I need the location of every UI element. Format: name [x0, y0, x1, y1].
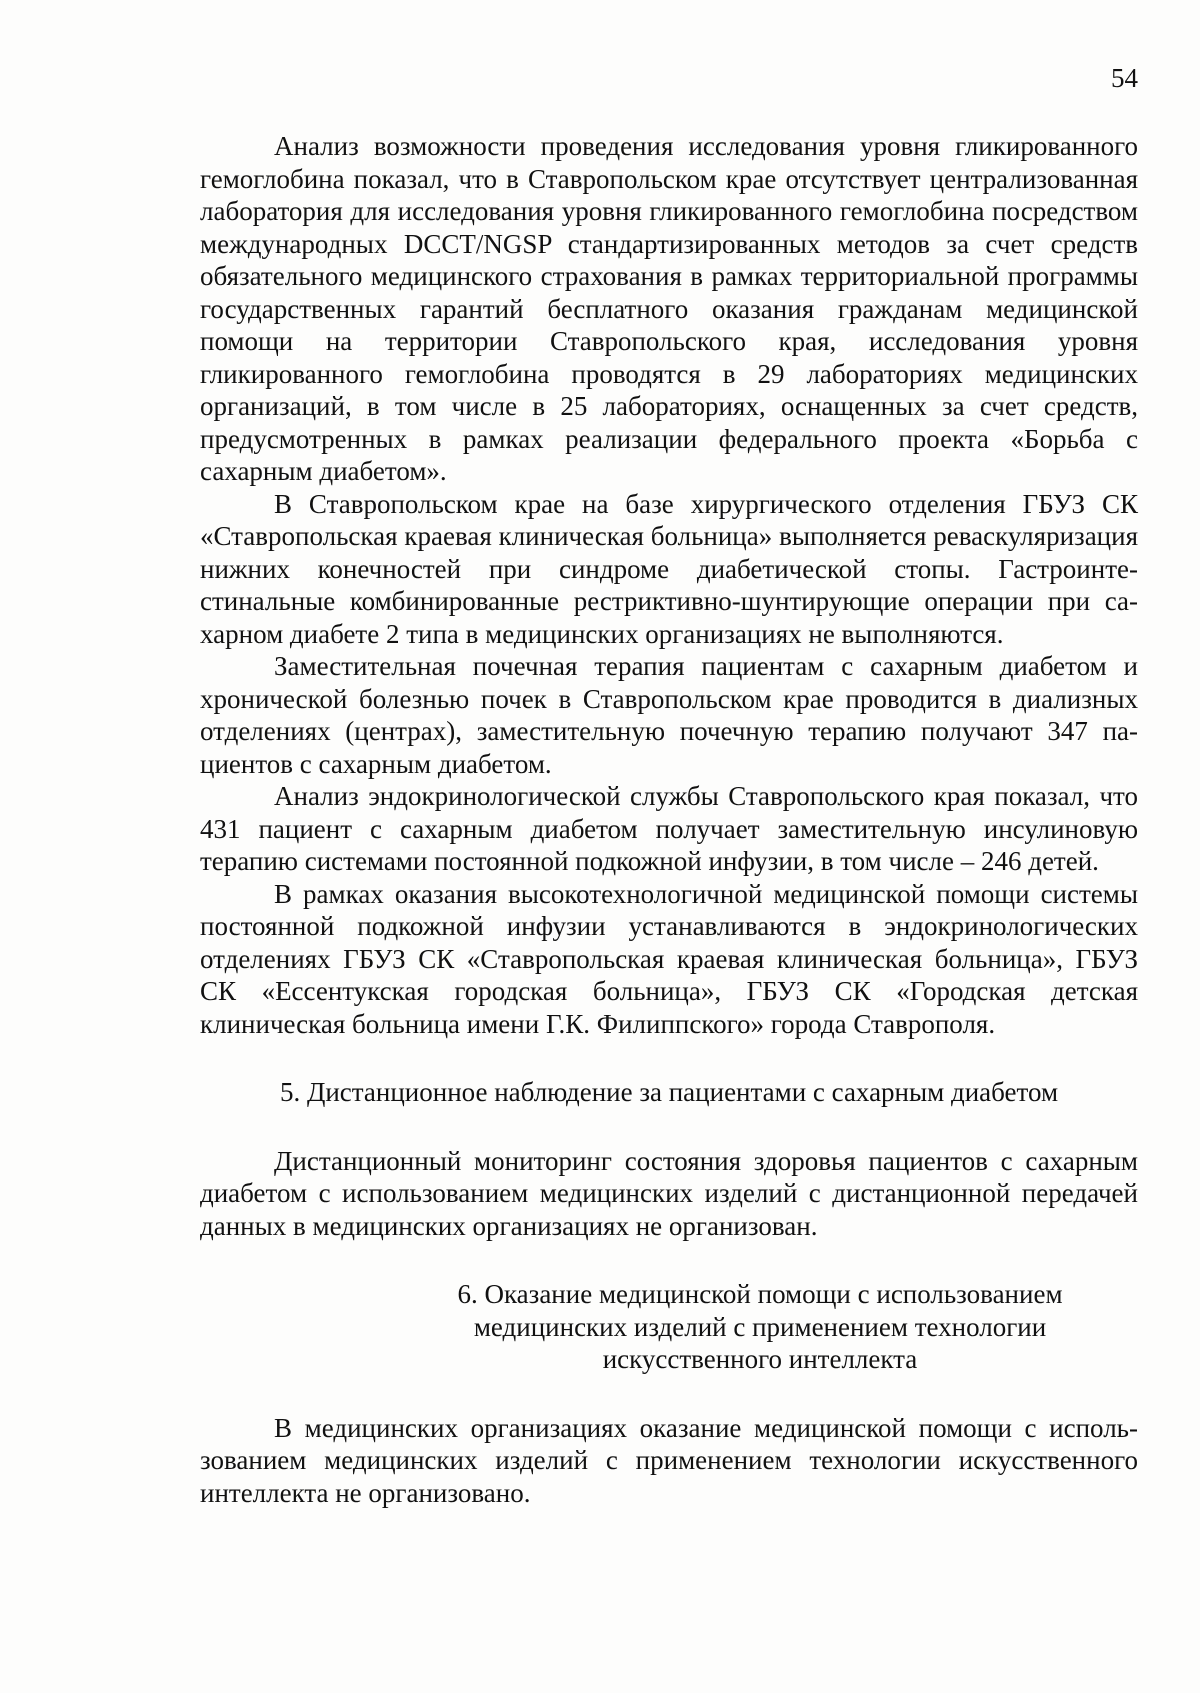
paragraph-endocrinology-analysis: Анализ эндокринологической службы Ставропольского края показал, что 431 пациент с сахарным диабетом получает заместительную инсулиновую терапию системами постоянной подкожной инфузии, в том числе – 246 детей.	[200, 781, 1138, 876]
document-body	[200, 130, 1138, 1509]
paragraph-high-tech-care: В рамках оказания высокотехнологичной медицинской помощи системы постоянной подкожной инфузии устанавливаются в эндокринологических отделениях ГБУЗ СК «Ставропольская краевая клиническая больница», ГБУЗ СК «Ессентукская городская больница», ГБУЗ СК «Городская детская клиническая больница имени Г.К. Филиппского» города Ставрополя.	[200, 878, 1138, 1039]
section-5-heading: 5. Дистанционное наблюдение за пациентами с сахарным диабетом	[279, 1077, 1059, 1107]
paragraph-renal-therapy: Заместительная почечная терапия пациентам с сахарным диабетом и хронической болезнью почек в Ставропольском крае проводится в диализных отделениях (центрах), заместительную почечную терапию получают 347 пациентов с сахарным диабетом.	[200, 651, 1138, 779]
paragraph-glycated-hemoglobin: Анализ возможности проведения исследования уровня гликированного гемоглобина показал, что в Ставропольском крае отсутствует централизованная лаборатория для исследования уровня гликированного гемоглобина посредством международных DCCT/NGSP стандартизированных методов за счет средств обязательного медицинского страхования в рамках территориальной программы государственных гарантий бесплатного оказания гражданам медицинской помощи на территории Ставропольского края, исследования уровня гликированного гемоглобина проводятся в 29 лабораториях медицинских организаций, в том числе в 25 лабораториях, оснащенных за счет средств, предусмотренных в рамках реализации федерального проекта «Борьба с сахарным диабетом».	[200, 131, 1138, 486]
paragraph-ai-technology: В медицинских организациях оказание медицинской помощи с использованием медицинских изделий с применением технологии искусственного интеллекта не организовано.	[200, 1412, 1138, 1508]
section-6-heading-line: искусственного интеллекта	[602, 1344, 918, 1374]
section-6-heading	[200, 1278, 1140, 1376]
section-6-heading-line: 6. Оказание медицинской помощи с использованием	[457, 1279, 1063, 1309]
paragraph-revascularization: В Ставропольском крае на базе хирургического отделения ГБУЗ СК «Ставропольская краевая клиническая больница» выполняется реваскуляризация нижних конечностей при синдроме диабетической стопы. Гастроинтестинальные комбинированные рестриктивно-шунтирующие операции при сахарном диабете 2 типа в медицинских организациях не выполняются.	[200, 488, 1138, 649]
paragraph-remote-monitoring: Дистанционный мониторинг состояния здоровья пациентов с сахарным диабетом с использованием медицинских изделий с дистанционной передачей данных в медицинских организациях не организован.	[200, 1145, 1138, 1241]
page-number: 54	[1111, 63, 1138, 93]
section-6-heading-line: медицинских изделий с применением технологии	[473, 1311, 1047, 1342]
